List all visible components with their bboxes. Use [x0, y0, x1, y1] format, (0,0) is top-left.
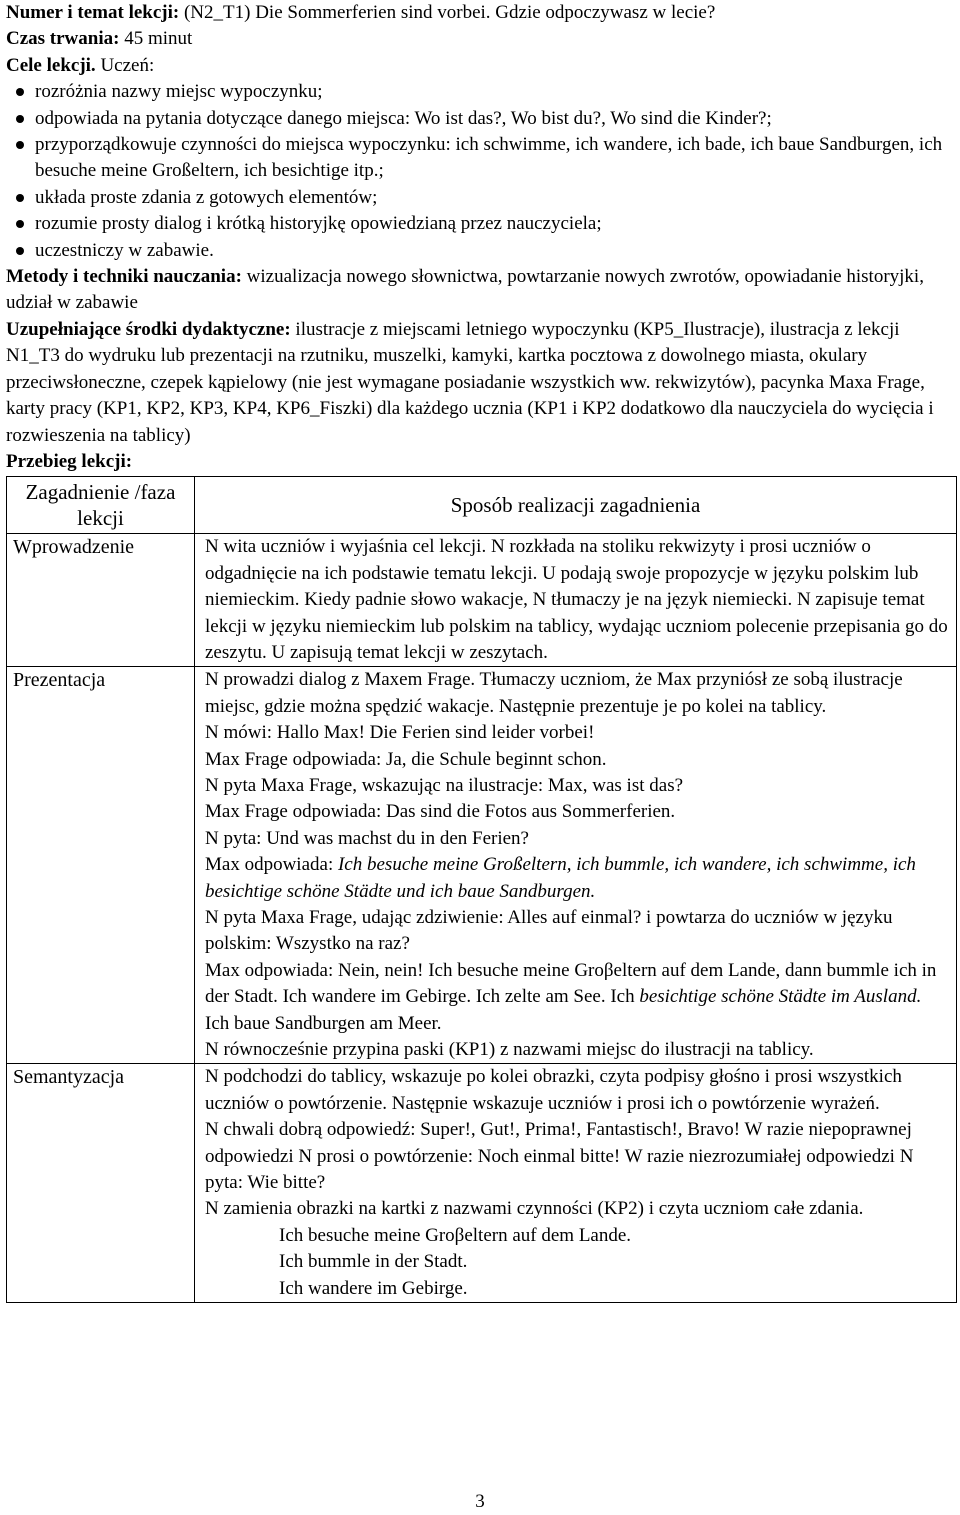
- topic-value: (N2_T1) Die Sommerferien sind vorbei. Gdzie odpoczywasz w lecie?: [179, 2, 716, 23]
- table-header-row: [7, 477, 957, 534]
- methods-label: Metody i techniki nauczania:: [6, 266, 242, 288]
- goal-item: rozróżnia nazwy miejsc wypoczynku;: [6, 79, 954, 105]
- course-label: Przebieg lekcji:: [6, 450, 133, 472]
- aids-paragraph: [6, 317, 954, 449]
- bullet-icon: [16, 115, 24, 123]
- aids-value: ilustracje z miejscami letniego wypoczynku (KP5_Ilustracje), ilustracja z lekcji N1_T3 do wydruku lub prezentacji na rzutniku, muszelki, kamyki, kartka pocztowa z dowolnego miasta, okulary przeciwsłoneczne, czepek kąpielowy (nie jest wymagane posiadanie wszystkich ww. rekwizytów), pacynka Maxa Frage, karty pracy (KP1, KP2, KP3, KP4, KP6_Fiszki) dla każdego ucznia (KP1 i KP2 dodatkowo dla nauczyciela do wycięcia i rozwieszenia na tablicy): [6, 318, 934, 446]
- lesson-topic-line: [6, 0, 954, 26]
- goal-item: przyporządkowuje czynności do miejsca wypoczynku: ich schwimme, ich wandere, ich bade, ich baue Sandburgen, ich besuche meine Großeltern, ich besichtige itp.;: [6, 132, 954, 185]
- example-sentence: Ich bummle in der Stadt.: [279, 1251, 468, 1273]
- row-topic: Semantyzacja: [7, 1064, 195, 1303]
- max-answer-2: Max odpowiada: Nein, nein! Ich besuche meine Groβeltern auf dem Lande, dann bummle ich in der Stadt. Ich wandere im Gebirge. Ich zelte am See. Ich besichtige schöne Städte im Ausland. Ich baue Sandburgen am Meer.: [205, 959, 937, 1034]
- goal-item: odpowiada na pytania dotyczące danego miejsca: Wo ist das?, Wo bist du?, Wo sind die Kinder?;: [6, 106, 954, 132]
- row-topic: Prezentacja: [7, 667, 195, 1064]
- methods-value: wizualizacja nowego słownictwa, powtarzanie nowych zwrotów, opowiadanie historyjki, udział w zabawie: [6, 266, 924, 314]
- topic-label: Numer i temat lekcji:: [6, 2, 180, 23]
- duration-line: [6, 26, 954, 52]
- bullet-icon: [16, 220, 24, 228]
- bullet-icon: [16, 88, 24, 96]
- column-header-method: Sposób realizacji zagadnienia: [195, 477, 957, 534]
- goal-item: uczestniczy w zabawie.: [6, 238, 954, 264]
- row-content: N prowadzi dialog z Maxem Frage. Tłumaczy uczniom, że Max przyniósł ze sobą ilustracje miejsc, gdzie można spędzić wakacje. Następnie prezentuje je po kolei na tablicy. N mówi: Hallo Max! Die Ferien sind leider vorbei! Max Frage odpowiada: Ja, die Schule beginnt schon. N pyta Maxa Frage, wskazując na ilustracje: Max, was ist das? Max Frage odpowiada: Das sind die Fotos aus Sommerferien. N pyta: Und was machst du in den Ferien? Max odpowiada: Ich besuche meine Großeltern, ich bummle, ich wandere, ich schwimme, ich besichtige schöne Städte und ich baue Sandburgen. N pyta Maxa Frage, udając zdziwienie: Alles auf einmal? i powtarza do uczniów w języku polskim: Wszystko na raz? Max odpowiada: Nein, nein! Ich besuche meine Groβeltern auf dem Lande, dann bummle ich in der Stadt. Ich wandere im Gebirge. Ich zelte am See. Ich besichtige schöne Städte im Ausland. Ich baue Sandburgen am Meer. N równocześnie przypina paski (KP1) z nazwami miejsc do ilustracji na tablicy.: [195, 667, 957, 1064]
- page-number: 3: [475, 1491, 485, 1512]
- row-content: N wita uczniów i wyjaśnia cel lekcji. N rozkłada na stoliku rekwizyty i prosi uczniów o odgadnięcie na ich podstawie tematu lekcji. U podają swoje propozycje w języku polskim lub niemieckim. Kiedy padnie słowo wakacje, N tłumaczy je na język niemiecki. N zapisuje temat lekcji w języku niemieckim lub polskim na tablicy, wydając uczniom polecenie przepisania go do zeszytu. U zapisują temat lekcji w zeszytach.: [195, 534, 957, 667]
- goals-line: [6, 53, 954, 79]
- max-answer: Max odpowiada: Ich besuche meine Großeltern, ich bummle, ich wandere, ich schwimme, ich besichtige schöne Städte und ich baue Sandburgen.: [205, 854, 916, 902]
- goals-label: Cele lekcji.: [6, 54, 96, 76]
- goal-item: układa proste zdania z gotowych elementów;: [6, 185, 954, 211]
- duration-value: 45 minut: [119, 28, 193, 50]
- goals-list: [6, 79, 954, 264]
- example-sentence: Ich besuche meine Groβeltern auf dem Lande.: [279, 1224, 632, 1246]
- table-row: [7, 1064, 957, 1303]
- lesson-plan-page: [6, 0, 954, 1303]
- table-row: [7, 534, 957, 667]
- goals-value: Uczeń:: [95, 54, 155, 76]
- goal-item: rozumie prosty dialog i krótką historyjkę opowiedzianą przez nauczyciela;: [6, 211, 954, 237]
- column-header-topic: Zagadnienie /faza lekcji: [7, 477, 195, 534]
- duration-label: Czas trwania:: [6, 28, 120, 50]
- bullet-icon: [16, 141, 24, 149]
- bullet-icon: [16, 247, 24, 255]
- methods-paragraph: [6, 264, 954, 317]
- row-topic: Wprowadzenie: [7, 534, 195, 667]
- lesson-course-table: [6, 476, 957, 1303]
- aids-label: Uzupełniające środki dydaktyczne:: [6, 318, 291, 340]
- table-row: [7, 667, 957, 1064]
- example-sentence: Ich wandere im Gebirge.: [279, 1277, 468, 1299]
- row-content: N podchodzi do tablicy, wskazuje po kolei obrazki, czyta podpisy głośno i prosi wszystkich uczniów o powtórzenie. Następnie wskazuje uczniów i prosi ich o powtórzenie wyrażeń. N chwali dobrą odpowiedź: Super!, Gut!, Prima!, Fantastisch!, Bravo! W razie niepoprawnej odpowiedzi N prosi o powtórzenie: Noch einmal bitte! W razie niezrozumiałej odpowiedzi N pyta: Wie bitte? N zamienia obrazki na kartki z nazwami czynności (KP2) i czyta uczniom całe zdania. Ich besuche meine Groβeltern auf dem Lande. Ich bummle in der Stadt. Ich wandere im Gebirge.: [195, 1064, 957, 1303]
- bullet-icon: [16, 194, 24, 202]
